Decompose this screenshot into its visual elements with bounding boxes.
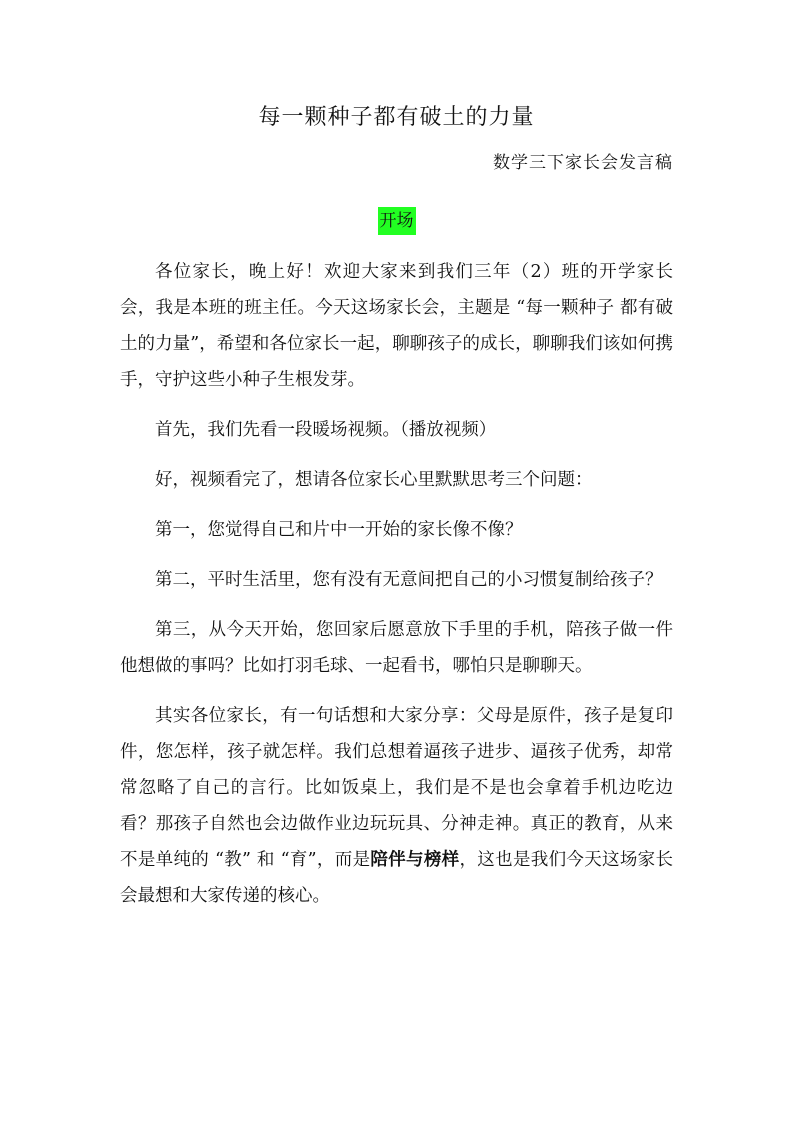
paragraph-greeting: 各位家长，晚上好！欢迎大家来到我们三年（2）班的开学家长会，我是本班的班主任。今天这场家长会，主题是 “每一颗种子 都有破土的力量”，希望和各位家长一起，聊聊孩子的成长，聊聊我们该如何携手，守护这些小种子生根发芽。 <box>120 262 673 390</box>
paragraph-video: 首先，我们先看一段暖场视频。（播放视频） <box>155 420 497 440</box>
document-body <box>120 254 673 928</box>
section-heading <box>0 206 793 231</box>
emphasis-text: 陪伴与榜样 <box>370 850 460 870</box>
paragraph-question-2: 第二，平时生活里，您有没有无意间把自己的小习惯复制给孩子？ <box>155 570 663 590</box>
paragraph-question-3: 第三，从今天开始，您回家后愿意放下手里的手机，陪孩子做一件他想做的事吗？比如打羽毛球、一起看书，哪怕只是聊聊天。 <box>120 620 673 676</box>
paragraph-core-message <box>120 698 673 914</box>
paragraph-questions-intro: 好，视频看完了，想请各位家长心里默默思考三个问题： <box>155 470 593 490</box>
paragraph-text-before: 其实各位家长，有一句话想和大家分享：父母是原件，孩子是复印件，您怎样，孩子就怎样。我们总想着逼孩子进步、逼孩子优秀，却常常忽略了自己的言行。比如饭桌上，我们是不是也会拿着手机边吃边看？那孩子自然也会边做作业边玩玩具、分神走神。真正的教育，从来不是单纯的 “教” 和 “育”，而是 <box>120 706 673 870</box>
document-title: 每一颗种子都有破土的力量 <box>258 105 535 130</box>
paragraph-text-after: ，这也是我们今天这场家长会最想和大家传递的核心。 <box>120 850 673 906</box>
section-label-highlight: 开场 <box>378 207 416 235</box>
document-subtitle: 数学三下家长会发言稿 <box>493 153 673 173</box>
paragraph-question-1: 第一，您觉得自己和片中一开始的家长像不像？ <box>155 520 523 540</box>
